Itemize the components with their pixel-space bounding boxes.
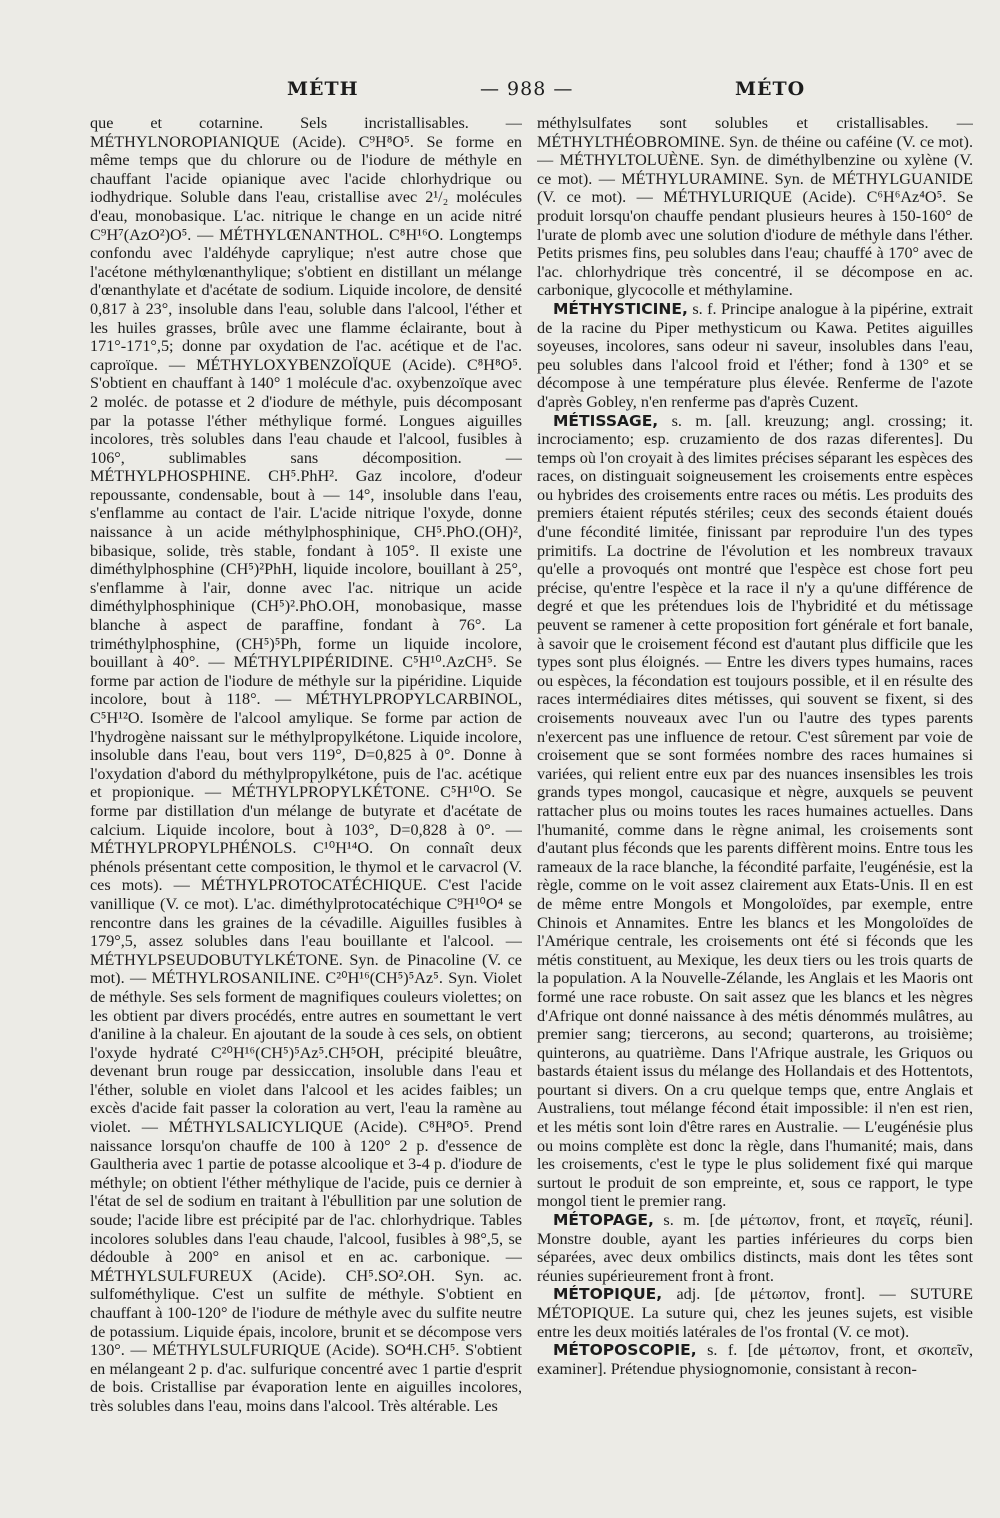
headword: MÉTHYSTICINE, xyxy=(553,299,688,318)
page-header xyxy=(0,78,1000,106)
entry-text: s. f. [de μέτωπον, front, et σκοπεῖν, examiner]. Prétendue physiognomonie, consistant à recon- xyxy=(537,1341,973,1378)
headword: MÉTOPOSCOPIE, xyxy=(553,1341,697,1360)
entry-metopique xyxy=(537,1285,973,1341)
page-number: — 988 — xyxy=(480,78,574,100)
entry-text: s. m. [all. kreuzung; angl. crossing; it. incrociamento; esp. cruzamiento de dos razas diferentes]. Du temps où l'on croyait à des limites précises séparant les espèces des races, on distinguait soigneusement les croisements entre espèces ou hybrides des croisements entre races ou métis. Les produits des premiers étaient réputés stériles; ceux des seconds étaient doués d'une fécondité limitée, finissant par reproduire l'un des types primitifs. La doctrine de l'évolution et les nombreux travaux qu'elle a provoqués ont montré que l'espèce est chose fort peu précise, qu'entre l'espèce et la race il n'y a qu'une différence de degré et que les prétendues lois de l'hybridité et du métissage peuvent se ramener à cette proposition fort générale et fort banale, à savoir que le croisement fécond est d'autant plus difficile que les types sont plus éloignés. — Entre les divers types humains, races ou espèces, la fécondation est toujours possible, et il en résulte des races intermédiaires dites métisses, qui souvent se fixent, si des croisements nouveaux avec l'un ou l'autre des types parents n'exercent pas une influence de retour. C'est sûrement par voie de croisement que se sont formées nombre des races humaines si variées, qui relient entre eux par des nuances insensibles les trois grands types mongol, caucasique et nègre, auxquels se peuvent rattacher plus ou moins toutes les races humaines actuelles. Dans l'humanité, comme dans le règne animal, les croisements sont d'autant plus féconds que les parents diffèrent moins. Entre tous les rameaux de la race blanche, la fécondité parfaite, l'eugénésie, est la règle, comme on le voit assez clairement aux Etats-Unis. Il en est de même entre Mongols et Mongoloïdes, par exemple, entre Chinois et Annamites. Entre les blancs et les Mongoloïdes de l'Amérique centrale, les croisements ont été si féconds que les métis constituent, au Mexique, les deux tiers ou les trois quarts de la population. A la Nouvelle-Zélande, les Anglais et les Maoris ont formé une race robuste. On sait assez que les blancs et les nègres d'Afrique ont donné naissance à des métis dénommés mulâtres, au premier sang; tiercerons, au second; quarterons, au troisième; quinterons, au quatrième. Dans l'Afrique australe, les Griquos ou bastards étaient issus du mélange des Hollandais et des Hottentots, pourtant si divers. On a cru quelque temps que, entre Anglais et Australiens, tout mélange fécond était impossible: il n'en est rien, et les métis sont loin d'être rares en Australie. — L'eugénésie plus ou moins complète est donc la règle, dans l'humanité; mais, dans les croisements, c'est le type le plus solidement fixé qui marque surtout le produit de son empreinte, et, sous ce rapport, le type mongol tient le premier rang. xyxy=(537,411,973,1211)
entry-metoposcopie xyxy=(537,1341,973,1378)
headword: MÉTISSAGE, xyxy=(553,411,659,430)
continuation-text: méthylsulfates sont solubles et cristallisables. — MÉTHYLTHÉOBROMINE. Syn. de théine ou caféine (V. ce mot). — MÉTHYLTOLUÈNE. Syn. de diméthylbenzine ou xylène (V. ce mot). — MÉTHYLURAMINE. Syn. de MÉTHYLGUANIDE (V. ce mot). — MÉTHYLURIQUE (Acide). C⁶H⁶Az⁴O⁵. Se produit lorsqu'on chauffe pendant plusieurs heures à 150-160° de l'urate de plomb avec une solution d'iodure de méthyle dans l'éther. Petits prismes fins, peu solubles dans l'eau; chauffé à 170° avec de l'ac. chlorhydrique très concentré, il se décompose en ac. carbonique, glycocolle et méthylamine. xyxy=(537,114,973,300)
left-column xyxy=(90,114,522,1486)
running-head-right: MÉTO xyxy=(735,78,806,100)
entry-methysticine xyxy=(537,300,973,412)
right-column xyxy=(537,114,973,1486)
entry-text: s. f. Principe analogue à la pipérine, extrait de la racine du Piper methysticum ou Kawa. Petites aiguilles soyeuses, incolores, sans odeur ni saveur, insolubles dans l'eau, peu solubles dans l'alcool froid et l'éther; fond à 130° et se décompose à une température plus élevée. Renferme de l'azote d'après Gobley, n'en renferme pas d'après Cuzent. xyxy=(537,299,973,411)
headword: MÉTOPAGE, xyxy=(553,1211,654,1230)
entry-metopage xyxy=(537,1211,973,1285)
entry-text: s. m. [de μέτωπον, front, et παγεῖς, réuni]. Monstre double, ayant les parties inférieures du corps bien séparées, avec deux ombilics distincts, mais dont les têtes sont réunies supérieurement front à front. xyxy=(537,1211,973,1285)
entry-metissage xyxy=(537,412,973,1212)
left-column-text: que et cotarnine. Sels incristallisables. — MÉTHYLNOROPIANIQUE (Acide). C⁹H⁸O⁵. Se forme en même temps que du chlorure ou de l'iodure de méthyle en chauffant l'acide opianique avec l'acide chlorhydrique ou iodhydrique. Soluble dans l'eau, cristallise avec 2¹/₂ molécules d'eau, monobasique. L'ac. nitrique le change en un acide nitré C⁹H⁷(AzO²)O⁵. — MÉTHYLŒNANTHOL. C⁸H¹⁶O. Longtemps confondu avec l'aldéhyde caprylique; n'est autre chose que l'acétone méthylœnanthylique; s'obtient en distillant un mélange d'œnanthylate et d'acétate de sodium. Liquide incolore, de densité 0,817 à 23°, insoluble dans l'eau, soluble dans l'alcool, l'éther et les huiles grasses, brûle avec une flamme éclairante, bout à 171°-171°,5; donne par oxydation de l'ac. acétique et de l'ac. caproïque. — MÉTHYLOXYBENZOÏQUE (Acide). C⁸H⁸O⁵. S'obtient en chauffant à 140° 1 molécule d'ac. oxybenzoïque avec 2 moléc. de potasse et 2 d'iodure de méthyle, puis décomposant par la potasse l'éther méthylique formé. Longues aiguilles incolores, très solubles dans l'eau chaude et l'alcool, fusibles à 106°, sublimables sans décomposition. — MÉTHYLPHOSPHINE. CH⁵.PhH². Gaz incolore, d'odeur repoussante, condensable, bout à — 14°, insoluble dans l'eau, s'enflamme au contact de l'air. L'acide nitrique l'oxyde, donne naissance à un acide méthylphosphinique, CH⁵.PhO.(OH)², bibasique, solide, très stable, fondant à 105°. Il existe une diméthylphosphine (CH⁵)²PhH, liquide incolore, bouillant à 25°, s'enflamme à l'air, donne avec l'ac. nitrique un acide diméthylphosphinique (CH⁵)².PhO.OH, monobasique, masse blanche à aspect de paraffine, fondant à 76°. La triméthylphosphine, (CH⁵)⁵Ph, forme un liquide incolore, bouillant à 40°. — MÉTHYLPIPÉRIDINE. C⁵H¹⁰.AzCH⁵. Se forme par action de l'iodure de méthyle sur la pipéridine. Liquide incolore, bout à 118°. — MÉTHYLPROPYLCARBINOL, C⁵H¹²O. Isomère de l'alcool amylique. Se forme par action de l'hydrogène naissant sur le méthylpropylkétone. Liquide incolore, insoluble dans l'eau, bout vers 119°, D=0,825 à 0°. Donne à l'oxydation d'abord du méthylpropylkétone, puis de l'ac. acétique et propionique. — MÉTHYLPROPYLKÉTONE. C⁵H¹⁰O. Se forme par distillation d'un mélange de butyrate et d'acétate de calcium. Liquide incolore, bout à 103°, D=0,828 à 0°. — MÉTHYLPROPYLPHÉNOLS. C¹⁰H¹⁴O. On connaît deux phénols présentant cette composition, le thymol et le carvacrol (V. ces mots). — MÉTHYLPROTOCATÉCHIQUE. C'est l'acide vanillique (V. ce mot). L'ac. diméthylprotocatéchique C⁹H¹⁰O⁴ se rencontre dans les graines de la cévadille. Aiguilles fusibles à 179°,5, assez solubles dans l'eau bouillante et l'alcool. — MÉTHYLPSEUDOBUTYLKÉTONE. Syn. de Pinacoline (V. ce mot). — MÉTHYLROSANILINE. C²⁰H¹⁶(CH⁵)⁵Az⁵. Syn. Violet de méthyle. Ses sels forment de magnifiques couleurs violettes; on les obtient par divers procédés, entre autres en soumettant le vert d'aniline à la chaleur. En ajoutant de la soude à ces sels, on obtient l'oxyde hydraté C²⁰H¹⁶(CH⁵)⁵Az⁵.CH⁵OH, précipité bleuâtre, devenant brun rouge par dessiccation, insoluble dans l'eau et l'éther, soluble en violet dans l'alcool et les acides faibles; un excès d'acide fait passer la coloration au vert, l'eau la ramène au violet. — MÉTHYLSALICYLIQUE (Acide). C⁸H⁸O⁵. Prend naissance lorsqu'on chauffe de 100 à 120° 2 p. d'essence de Gaultheria avec 1 partie de potasse alcoolique et 3-4 p. d'iodure de méthyle; on obtient l'éther méthylique de l'acide, puis ce dernier à l'état de sel de sodium en traitant à l'ébullition par une solution de soude; l'acide libre est précipité par de l'ac. chlorhydrique. Tables incolores solubles dans l'eau chaude, l'alcool, fusibles à 98°,5, se dédouble à 200° en anisol et en ac. carbonique. — MÉTHYLSULFUREUX (Acide). CH⁵.SO².OH. Syn. ac. sulfométhylique. C'est un sulfite de méthyle. S'obtient en chauffant à 100-120° de l'iodure de méthyle avec du sulfite neutre de potassium. Liquide épais, incolore, brunit et se décompose vers 130°. — MÉTHYLSULFURIQUE (Acide). SO⁴H.CH⁵. S'obtient en mélangeant 2 p. d'ac. sulfurique concentré avec 1 partie d'esprit de bois. Cristallise par évaporation lente en aiguilles incolores, très solubles dans l'eau, moins dans l'alcool. Très altérable. Les xyxy=(90,114,522,1415)
entry-text: adj. [de μέτωπον, front]. — SUTURE MÉTOPIQUE. La suture qui, chez les jeunes sujets, est visible entre les deux moitiés latérales de l'os frontal (V. ce mot). xyxy=(537,1285,973,1341)
headword: MÉTOPIQUE, xyxy=(553,1285,663,1304)
running-head-left: MÉTH xyxy=(287,78,359,100)
